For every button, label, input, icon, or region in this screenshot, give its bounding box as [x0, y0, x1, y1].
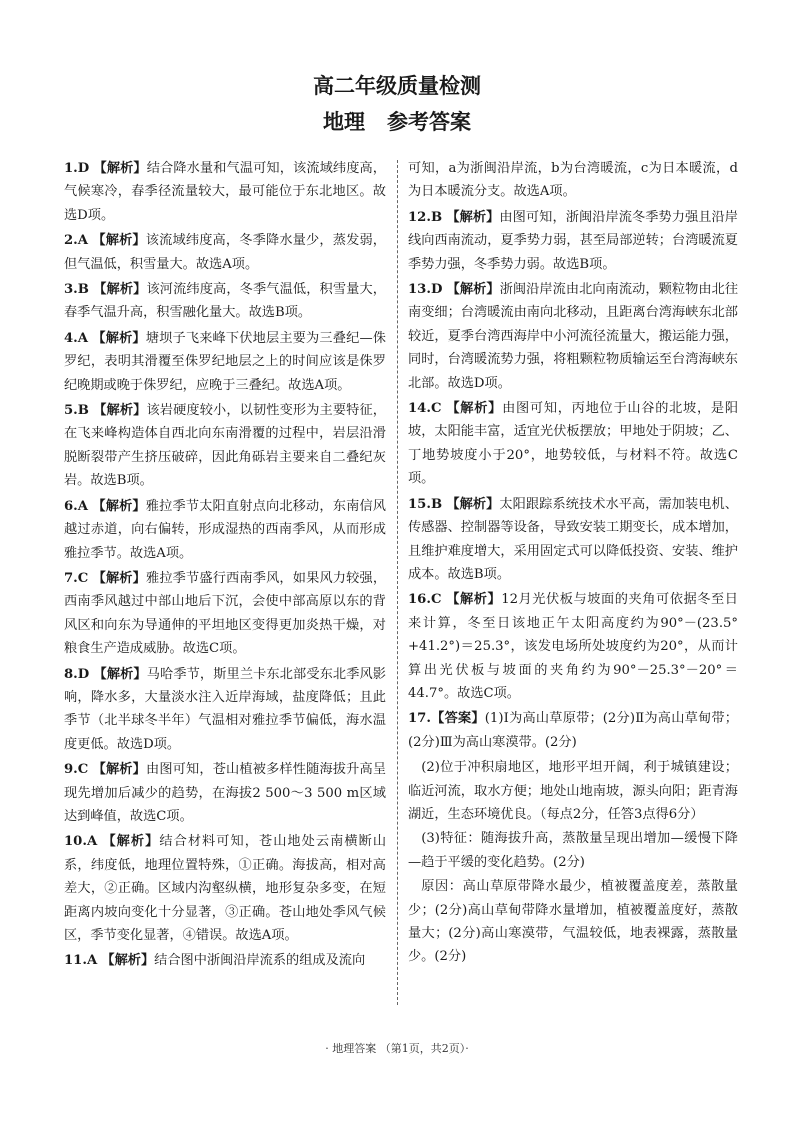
- answer-number: 9.C: [64, 762, 89, 778]
- analysis-tag: 【解析】: [102, 834, 160, 850]
- analysis-tag: 【解析】: [93, 403, 147, 419]
- answer-text: 马哈季节，斯里兰卡东北部受东北季风影响，降水多，大量淡水注入近岸海域，盐度降低；且此季节（北半球冬半年）气温相对雅拉季节偏低，海水温度更低。故选D项。: [64, 666, 386, 752]
- answer-number: 17.: [408, 711, 431, 727]
- page-subtitle: [0, 106, 794, 136]
- answer-number: 11.A: [64, 953, 98, 969]
- answer-key-label: 参考答案: [387, 110, 471, 134]
- answer-text: 结合材料可知，苍山地处云南横断山系，纬度低，地理位置特殊，①正确。海拔高，相对高差大，②正确。区域内沟壑纵横，地形复杂多变，在短距离内坡向变化十分显著，③正确。苍山地处季风气候区，季节变化显著，④错误。故选A项。: [64, 834, 387, 943]
- analysis-tag: 【解析】: [92, 762, 146, 778]
- answer-text: 可知，a为浙闽沿岸流，b为台湾暖流，c为日本暖流，d为日本暖流分支。故选A项。: [408, 161, 738, 200]
- answer-text: 由图可知，苍山植被多样性随海拔升高呈现先增加后减少的趋势，在海拔2 500～3 500 m区域达到峰值，故选C项。: [64, 762, 387, 824]
- answer-item: [64, 949, 386, 972]
- analysis-tag: 【解析】: [446, 209, 500, 225]
- answer-item: [64, 758, 386, 828]
- answer-item: [64, 495, 386, 565]
- answer-tag: 【答案】: [430, 711, 485, 727]
- answer-number: 4.A: [64, 330, 88, 346]
- answer-number: 10.A: [64, 834, 98, 850]
- answer-item: [64, 399, 386, 493]
- analysis-tag: 【解析】: [446, 401, 503, 417]
- answer-text: 结合图中浙闽沿岸流系的组成及流向: [154, 953, 366, 969]
- analysis-tag: 【解析】: [101, 953, 155, 969]
- answer-item: [64, 278, 386, 325]
- answer-number: 15.B: [408, 496, 443, 512]
- answer-text: 太阳跟踪系统技术水平高，需加装电机、传感器、控制器等设备，导致安装工期变长，成本增加，且维护难度增大，采用固定式可以降低投资、安装、维护成本。故选B项。: [408, 496, 738, 582]
- analysis-tag: 【解析】: [446, 496, 500, 512]
- answer-text: 12月光伏板与坡面的夹角可依据冬至日来计算，冬至日该地正午太阳高度约为90°－(23.5°+41.2°)＝25.3°，该发电场所处坡度约为20°，从而计算出光伏板与坡面的夹角约为90°－25.3°－20°＝44.7°。故选C项。: [408, 592, 738, 701]
- answer-item: [64, 327, 386, 397]
- answer-text: 塘坝子飞来峰下伏地层主要为三叠纪—侏罗纪，表明其滑覆至侏罗纪地层之上的时间应该是侏罗纪晚期或晚于侏罗纪，应晚于三叠纪。故选A项。: [64, 330, 386, 393]
- analysis-tag: 【解析】: [93, 161, 147, 176]
- answer-item: [64, 157, 386, 227]
- analysis-tag: 【解析】: [92, 570, 146, 586]
- answer-text: 结合降水量和气温可知，该流域纬度高，气候寒冷，春季径流量较大，最可能位于东北地区。故选D项。: [64, 161, 386, 223]
- analysis-tag: 【解析】: [446, 592, 502, 608]
- analysis-tag: 【解析】: [92, 498, 146, 514]
- analysis-tag: 【解析】: [92, 233, 146, 249]
- answer-item: [408, 493, 738, 587]
- answer-text: 该流域纬度高，冬季降水量少，蒸发弱，但气温低，积雪量大。故选A项。: [64, 233, 386, 272]
- answer-number: 16.C: [408, 592, 442, 608]
- answer-item-17: [408, 707, 738, 754]
- column-divider: [397, 160, 398, 1005]
- answer-number: 12.B: [408, 209, 443, 225]
- answer-item: [64, 830, 386, 947]
- answer-item: [64, 229, 386, 276]
- answer-number: 8.D: [64, 666, 90, 682]
- answer-paragraph: (3)特征：随海拔升高，蒸散量呈现出增加—缓慢下降—趋于平缓的变化趋势。(2分): [408, 831, 738, 870]
- answer-text: 该岩硬度较小，以韧性变形为主要特征，在飞来峰构造体自西北向东南滑覆的过程中，岩层沿滑脱断裂带产生挤压破碎，因此角砾岩主要来自二叠纪灰岩。故选B项。: [64, 403, 386, 489]
- answer-item: [408, 588, 738, 705]
- analysis-tag: 【解析】: [93, 282, 147, 298]
- answer-text: 该河流纬度高，冬季气温低，积雪量大，春季气温升高，积雪融化量大。故选B项。: [64, 282, 386, 321]
- answer-text: 雅拉季节太阳直射点向北移动，东南信风越过赤道，向右偏转，形成湿热的西南季风，从而形成雅拉季节。故选A项。: [64, 498, 386, 561]
- left-column: [64, 157, 386, 975]
- answer-item: [408, 278, 738, 395]
- answer-number: 5.B: [64, 403, 89, 419]
- answer-number: 13.D: [408, 282, 443, 298]
- analysis-tag: 【解析】: [92, 330, 146, 346]
- answer-number: 7.C: [64, 570, 89, 586]
- page-title: 高二年级质量检测: [313, 74, 481, 98]
- answer-item: [64, 663, 386, 757]
- answer-text: 雅拉季节盛行西南季风，如果风力较强，西南季风越过中部山地后下沉，会使中部高原以东的背风区和向东为导通伸的平坦地区变得更加炎热干燥，对粮食生产造成威胁。故选C项。: [64, 570, 387, 657]
- answer-number: 1.D: [64, 161, 90, 176]
- answer-paragraph: 原因：高山草原带降水最少，植被覆盖度差，蒸散量少；(2分)高山草甸带降水量增加，植被覆盖度好，蒸散量大；(2分)高山寒漠带，气温较低，地表裸露，蒸散量少。(2分): [408, 879, 738, 965]
- answer-item: [64, 567, 386, 661]
- right-column: [408, 157, 738, 970]
- analysis-tag: 【解析】: [93, 666, 147, 682]
- answer-text: (1)Ⅰ为高山草原带；(2分)Ⅱ为高山草甸带；(2分)Ⅲ为高山寒漠带。(2分): [408, 711, 738, 750]
- answer-number: 14.C: [408, 401, 442, 417]
- answer-item: [408, 206, 738, 276]
- analysis-tag: 【解析】: [446, 282, 500, 298]
- answer-number: 2.A: [64, 233, 88, 249]
- answer-text: 浙闽沿岸流由北向南流动，颗粒物由北往南变细；台湾暖流由南向北移动，且距离台湾海峡东北部较近，夏季台湾西海岸中小河流径流量大，搬运能力强，同时，台湾暖流势力强，将粗颗粒物质输运至台湾海峡东北部。故选D项。: [408, 282, 739, 391]
- answer-text: 由图可知，浙闽沿岸流冬季势力强且沿岸线向西南流动，夏季势力弱，甚至局部逆转；台湾暖流夏季势力强，冬季势力弱。故选B项。: [408, 209, 738, 272]
- answer-paragraph: (2)位于冲积扇地区，地形平坦开阔，利于城镇建设；临近河流，取水方便；地处山地南坡，源头向阳；距青海湖近，生态环境优良。（每点2分，任答3点得6分）: [408, 760, 738, 822]
- page-footer: · 地理答案 （第1页，共2页）·: [325, 1042, 469, 1055]
- answer-item: [408, 157, 738, 204]
- answer-number: 6.A: [64, 498, 88, 514]
- subject-label: 地理: [323, 110, 365, 134]
- answer-number: 3.B: [64, 282, 89, 298]
- answer-text: 由图可知，丙地位于山谷的北坡，是阳坡，太阳能丰富，适宜光伏板摆放；甲地处于阴坡；乙、丁地势坡度小于20°，地势较低，与材料不符。故选C项。: [408, 401, 739, 487]
- answer-item: [408, 397, 738, 491]
